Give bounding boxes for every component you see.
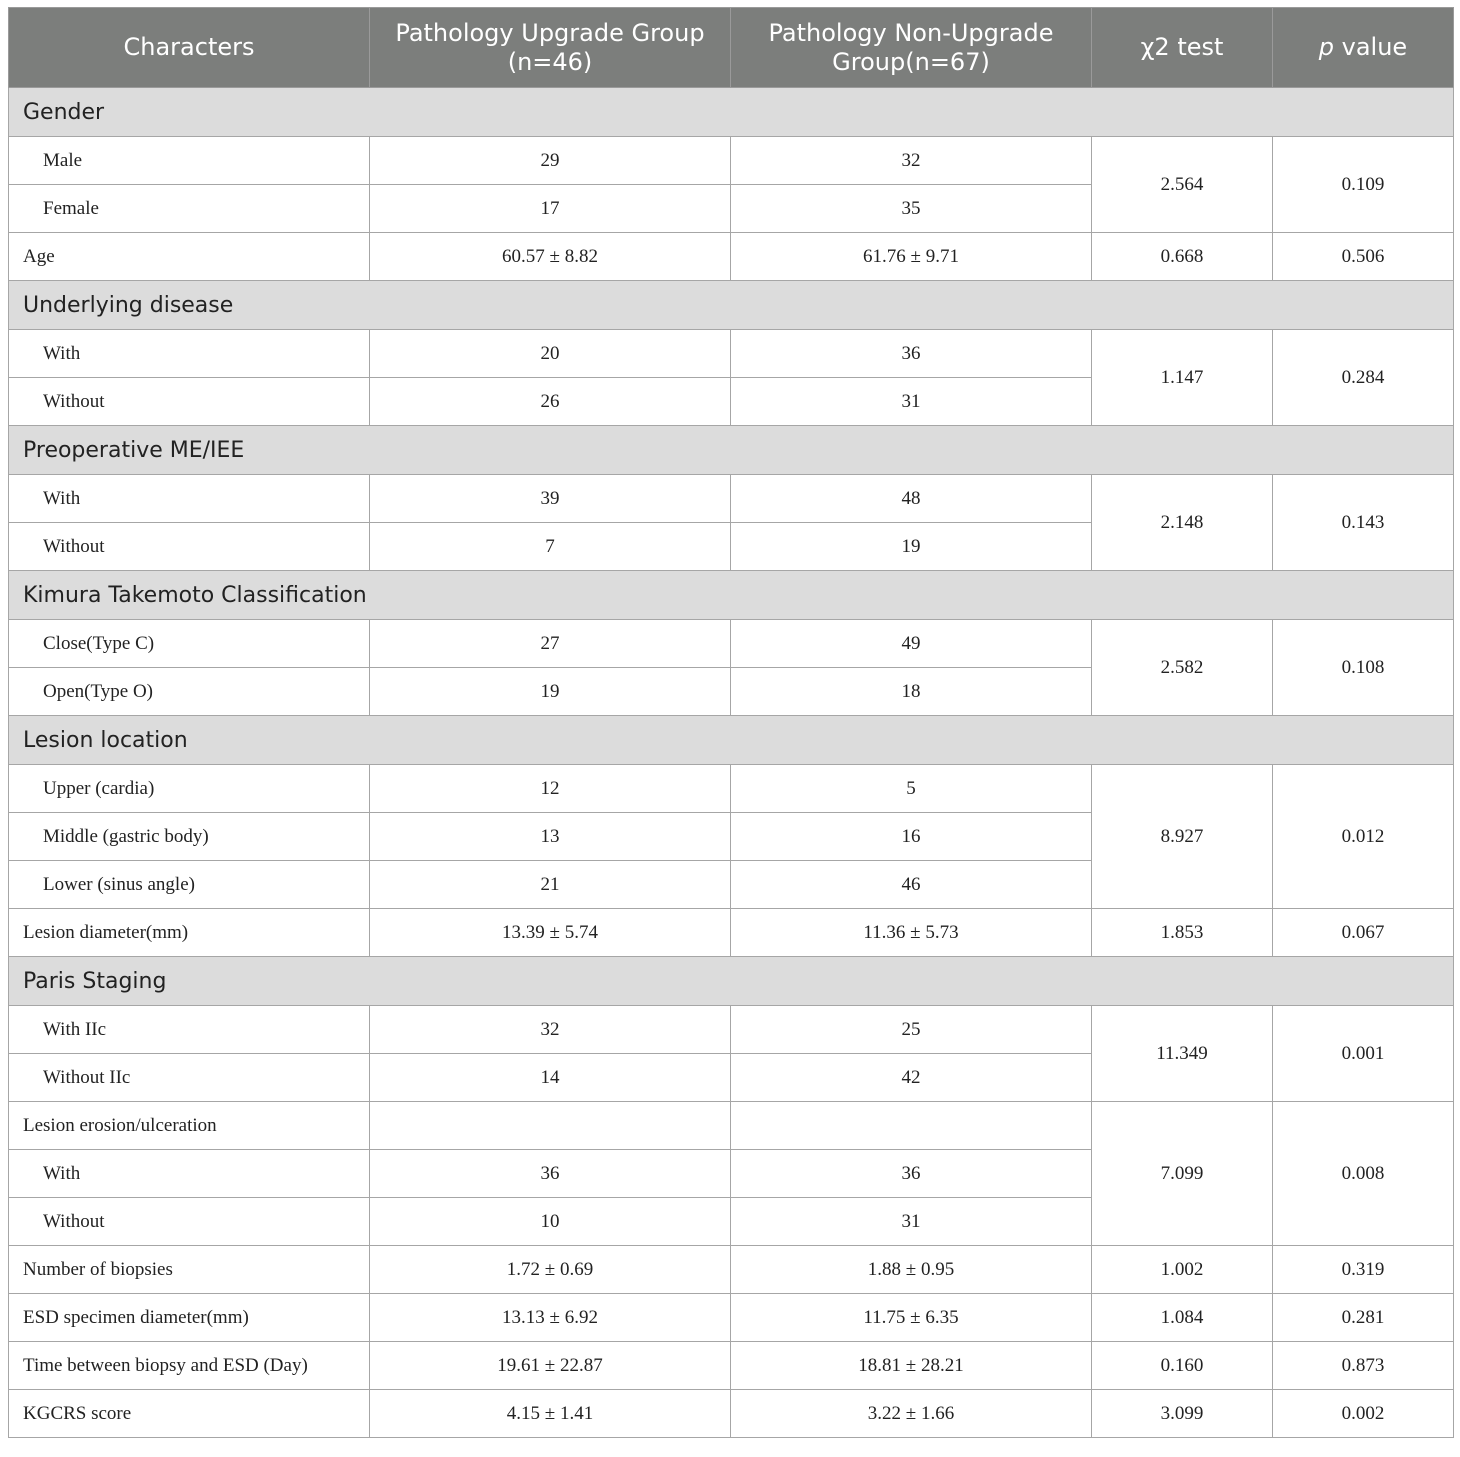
table-row — [9, 330, 1454, 378]
row-label: Without — [9, 1198, 370, 1246]
table-row — [9, 1342, 1454, 1390]
section-title: Paris Staging — [9, 957, 1454, 1006]
cell-chi: 0.160 — [1092, 1342, 1273, 1390]
section-title: Preoperative ME/IEE — [9, 426, 1454, 475]
cell-upgrade: 10 — [370, 1198, 731, 1246]
cell-nonupgrade: 25 — [731, 1006, 1092, 1054]
cell-nonupgrade: 35 — [731, 185, 1092, 233]
cell-nonupgrade: 18 — [731, 668, 1092, 716]
table-row — [9, 765, 1454, 813]
cell-p: 0.281 — [1273, 1294, 1454, 1342]
section-title: Kimura Takemoto Classification — [9, 571, 1454, 620]
row-label: Open(Type O) — [9, 668, 370, 716]
cell-nonupgrade: 11.75 ± 6.35 — [731, 1294, 1092, 1342]
header-characters: Characters — [9, 8, 370, 88]
cell-p: 0.284 — [1273, 330, 1454, 426]
cell-upgrade: 29 — [370, 137, 731, 185]
row-label: Upper (cardia) — [9, 765, 370, 813]
cell-upgrade: 17 — [370, 185, 731, 233]
cell-nonupgrade: 1.88 ± 0.95 — [731, 1246, 1092, 1294]
row-label: Without IIc — [9, 1054, 370, 1102]
cell-nonupgrade: 16 — [731, 813, 1092, 861]
cell-upgrade: 1.72 ± 0.69 — [370, 1246, 731, 1294]
table-row — [9, 1006, 1454, 1054]
table-row — [9, 909, 1454, 957]
comparison-table — [8, 7, 1454, 1438]
row-label: Number of biopsies — [9, 1246, 370, 1294]
row-label: With IIc — [9, 1006, 370, 1054]
table-row — [9, 137, 1454, 185]
cell-chi: 0.668 — [1092, 233, 1273, 281]
cell-chi: 11.349 — [1092, 1006, 1273, 1102]
section-paris-staging — [9, 957, 1454, 1006]
cell-upgrade: 27 — [370, 620, 731, 668]
table-row — [9, 233, 1454, 281]
cell-upgrade: 19 — [370, 668, 731, 716]
cell-nonupgrade: 19 — [731, 523, 1092, 571]
header-p-value: p value — [1273, 8, 1454, 88]
cell-upgrade: 12 — [370, 765, 731, 813]
cell-chi: 2.148 — [1092, 475, 1273, 571]
cell-upgrade — [370, 1102, 731, 1150]
cell-chi: 7.099 — [1092, 1102, 1273, 1246]
cell-upgrade: 19.61 ± 22.87 — [370, 1342, 731, 1390]
cell-upgrade: 20 — [370, 330, 731, 378]
row-label: Middle (gastric body) — [9, 813, 370, 861]
section-kimura — [9, 571, 1454, 620]
cell-p: 0.002 — [1273, 1390, 1454, 1438]
cell-p: 0.109 — [1273, 137, 1454, 233]
cell-upgrade: 4.15 ± 1.41 — [370, 1390, 731, 1438]
row-label: Time between biopsy and ESD (Day) — [9, 1342, 370, 1390]
row-label: Female — [9, 185, 370, 233]
cell-upgrade: 7 — [370, 523, 731, 571]
cell-upgrade: 13.39 ± 5.74 — [370, 909, 731, 957]
cell-p: 0.067 — [1273, 909, 1454, 957]
cell-nonupgrade: 49 — [731, 620, 1092, 668]
cell-nonupgrade: 42 — [731, 1054, 1092, 1102]
cell-upgrade: 13 — [370, 813, 731, 861]
cell-p: 0.108 — [1273, 620, 1454, 716]
cell-nonupgrade: 32 — [731, 137, 1092, 185]
cell-chi: 1.002 — [1092, 1246, 1273, 1294]
row-label: Lower (sinus angle) — [9, 861, 370, 909]
table-row — [9, 475, 1454, 523]
cell-upgrade: 14 — [370, 1054, 731, 1102]
cell-chi: 1.147 — [1092, 330, 1273, 426]
section-lesion-location — [9, 716, 1454, 765]
header-upgrade-group: Pathology Upgrade Group (n=46) — [370, 8, 731, 88]
cell-nonupgrade: 46 — [731, 861, 1092, 909]
row-label: With — [9, 1150, 370, 1198]
row-label: Lesion diameter(mm) — [9, 909, 370, 957]
cell-nonupgrade: 36 — [731, 1150, 1092, 1198]
cell-nonupgrade: 18.81 ± 28.21 — [731, 1342, 1092, 1390]
cell-chi: 2.582 — [1092, 620, 1273, 716]
cell-p: 0.506 — [1273, 233, 1454, 281]
table-row — [9, 1102, 1454, 1150]
cell-p: 0.001 — [1273, 1006, 1454, 1102]
header-nonupgrade-group: Pathology Non-Upgrade Group(n=67) — [731, 8, 1092, 88]
table-row — [9, 1294, 1454, 1342]
row-label: ESD specimen diameter(mm) — [9, 1294, 370, 1342]
section-title: Gender — [9, 88, 1454, 137]
cell-p: 0.319 — [1273, 1246, 1454, 1294]
cell-nonupgrade: 31 — [731, 1198, 1092, 1246]
table-row — [9, 1246, 1454, 1294]
row-label: Without — [9, 378, 370, 426]
cell-p: 0.873 — [1273, 1342, 1454, 1390]
section-me-iee — [9, 426, 1454, 475]
section-gender — [9, 88, 1454, 137]
row-label: KGCRS score — [9, 1390, 370, 1438]
cell-upgrade: 39 — [370, 475, 731, 523]
cell-upgrade: 21 — [370, 861, 731, 909]
cell-nonupgrade: 3.22 ± 1.66 — [731, 1390, 1092, 1438]
cell-p: 0.143 — [1273, 475, 1454, 571]
cell-chi: 1.084 — [1092, 1294, 1273, 1342]
cell-p: 0.008 — [1273, 1102, 1454, 1246]
header-chi-square: χ2 test — [1092, 8, 1273, 88]
cell-nonupgrade: 31 — [731, 378, 1092, 426]
cell-chi: 2.564 — [1092, 137, 1273, 233]
cell-upgrade: 13.13 ± 6.92 — [370, 1294, 731, 1342]
row-label: With — [9, 475, 370, 523]
cell-nonupgrade: 48 — [731, 475, 1092, 523]
table-row — [9, 620, 1454, 668]
cell-nonupgrade: 36 — [731, 330, 1092, 378]
row-label: Without — [9, 523, 370, 571]
row-label: With — [9, 330, 370, 378]
row-label: Age — [9, 233, 370, 281]
cell-upgrade: 26 — [370, 378, 731, 426]
table-row — [9, 1390, 1454, 1438]
section-title: Underlying disease — [9, 281, 1454, 330]
header-row — [9, 8, 1454, 88]
row-label: Close(Type C) — [9, 620, 370, 668]
cell-upgrade: 60.57 ± 8.82 — [370, 233, 731, 281]
row-label: Lesion erosion/ulceration — [9, 1102, 370, 1150]
cell-nonupgrade: 61.76 ± 9.71 — [731, 233, 1092, 281]
cell-nonupgrade: 5 — [731, 765, 1092, 813]
cell-upgrade: 36 — [370, 1150, 731, 1198]
cell-upgrade: 32 — [370, 1006, 731, 1054]
cell-chi: 1.853 — [1092, 909, 1273, 957]
section-underlying-disease — [9, 281, 1454, 330]
cell-nonupgrade — [731, 1102, 1092, 1150]
section-title: Lesion location — [9, 716, 1454, 765]
cell-chi: 8.927 — [1092, 765, 1273, 909]
row-label: Male — [9, 137, 370, 185]
cell-p: 0.012 — [1273, 765, 1454, 909]
cell-nonupgrade: 11.36 ± 5.73 — [731, 909, 1092, 957]
cell-chi: 3.099 — [1092, 1390, 1273, 1438]
